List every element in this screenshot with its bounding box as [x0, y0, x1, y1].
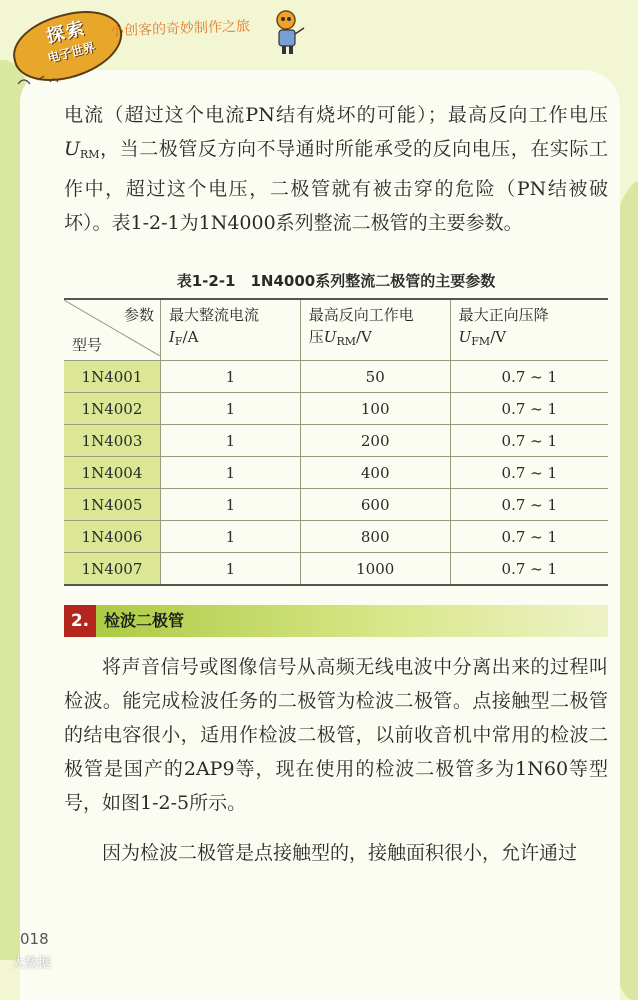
- voltage-cell: 200: [300, 425, 450, 457]
- table-header-row: [64, 299, 608, 361]
- current-cell: 1: [160, 457, 300, 489]
- current-cell: 1: [160, 361, 300, 393]
- drop-cell: 0.7 ~ 1: [450, 393, 608, 425]
- table-row: [64, 425, 608, 457]
- drop-cell: 0.7 ~ 1: [450, 521, 608, 553]
- current-cell: 1: [160, 489, 300, 521]
- column-header-drop-symbol: U: [458, 328, 472, 346]
- column-header-drop-title: 最大正向压降: [458, 306, 549, 324]
- drop-cell: 0.7 ~ 1: [450, 425, 608, 457]
- model-cell: 1N4006: [64, 521, 160, 553]
- page-number: 018: [20, 930, 49, 948]
- badge-line-2: 电子世界: [46, 40, 97, 66]
- column-header-drop-sub: FM: [471, 335, 491, 348]
- drop-cell: 0.7 ~ 1: [450, 457, 608, 489]
- intro-symbol: U: [64, 138, 81, 160]
- voltage-cell: 400: [300, 457, 450, 489]
- model-cell: 1N4007: [64, 553, 160, 586]
- intro-symbol-sub: RM: [80, 148, 100, 161]
- column-header-drop: [450, 299, 608, 361]
- table-row: [64, 393, 608, 425]
- current-cell: 1: [160, 553, 300, 586]
- corner-header-cell: [64, 299, 160, 361]
- section-number: 2.: [64, 605, 96, 637]
- column-header-voltage-prefix: 压: [308, 328, 324, 346]
- model-cell: 1N4003: [64, 425, 160, 457]
- column-header-current-symbol: I: [168, 328, 175, 346]
- model-cell: 1N4004: [64, 457, 160, 489]
- series-title: 小创客的奇妙制作之旅: [109, 18, 251, 40]
- voltage-cell: 50: [300, 361, 450, 393]
- table-row: [64, 553, 608, 586]
- intro-text-part2: ，当二极管反方向不导通时所能承受的反向电压，在实际工作中，超过这个电压，二极管就有被击穿的危险（PN结被破坏）。表1-2-1为1N4000系列整流二极管的主要参数。: [64, 138, 608, 234]
- column-header-current-title: 最大整流电流: [168, 306, 259, 324]
- column-header-voltage: [300, 299, 450, 361]
- detector-diode-paragraph: 将声音信号或图像信号从高频无线电波中分离出来的过程叫检波。能完成检波任务的二极管为检波二极管。点接触型二极管的结电容很小，适用作检波二极管，以前收音机中常用的检波二极管是国产的2AP9等，现在使用的检波二极管多为1N60等型号，如图1-2-5所示。: [64, 656, 608, 814]
- column-header-voltage-symbol: U: [323, 328, 337, 346]
- table-row: [64, 489, 608, 521]
- model-cell: 1N4001: [64, 361, 160, 393]
- corner-label-model: 型号: [72, 336, 103, 354]
- column-header-voltage-title: 最高反向工作电: [308, 306, 414, 324]
- column-header-current-sub: F: [174, 335, 183, 348]
- column-header-voltage-sub: RM: [336, 335, 356, 348]
- drop-cell: 0.7 ~ 1: [450, 553, 608, 586]
- voltage-cell: 600: [300, 489, 450, 521]
- table-row: [64, 521, 608, 553]
- section-heading-bar: [64, 605, 608, 637]
- drop-cell: 0.7 ~ 1: [450, 489, 608, 521]
- current-cell: 1: [160, 521, 300, 553]
- table-caption: 表1-2-1 1N4000系列整流二极管的主要参数: [176, 272, 496, 290]
- page-header: [0, 0, 638, 90]
- current-cell: 1: [160, 393, 300, 425]
- parameter-table: [64, 298, 608, 586]
- robot-mascot-icon: [270, 8, 308, 58]
- column-header-current: [160, 299, 300, 361]
- current-cell: 1: [160, 425, 300, 457]
- drop-cell: 0.7 ~ 1: [450, 361, 608, 393]
- model-cell: 1N4002: [64, 393, 160, 425]
- badge-line-1: 探索: [44, 17, 89, 48]
- corner-label-params: 参数: [123, 306, 154, 324]
- section-title: 检波二极管: [104, 611, 185, 630]
- continuation-paragraph: 因为检波二极管是点接触型的，接触面积很小，允许通过: [102, 842, 578, 864]
- intro-paragraph: [64, 98, 608, 240]
- intro-text-part1: 电流（超过这个电流PN结有烧坏的可能）；最高反向工作电压: [64, 104, 608, 126]
- voltage-cell: 100: [300, 393, 450, 425]
- table-row: [64, 361, 608, 393]
- column-header-drop-unit: /V: [490, 328, 507, 346]
- column-header-current-unit: /A: [182, 328, 199, 346]
- doodle-decoration-icon: [14, 70, 104, 90]
- model-cell: 1N4005: [64, 489, 160, 521]
- voltage-cell: 1000: [300, 553, 450, 586]
- column-header-voltage-unit: /V: [356, 328, 372, 346]
- voltage-cell: 800: [300, 521, 450, 553]
- watermark: 大数据: [12, 956, 52, 971]
- table-row: [64, 457, 608, 489]
